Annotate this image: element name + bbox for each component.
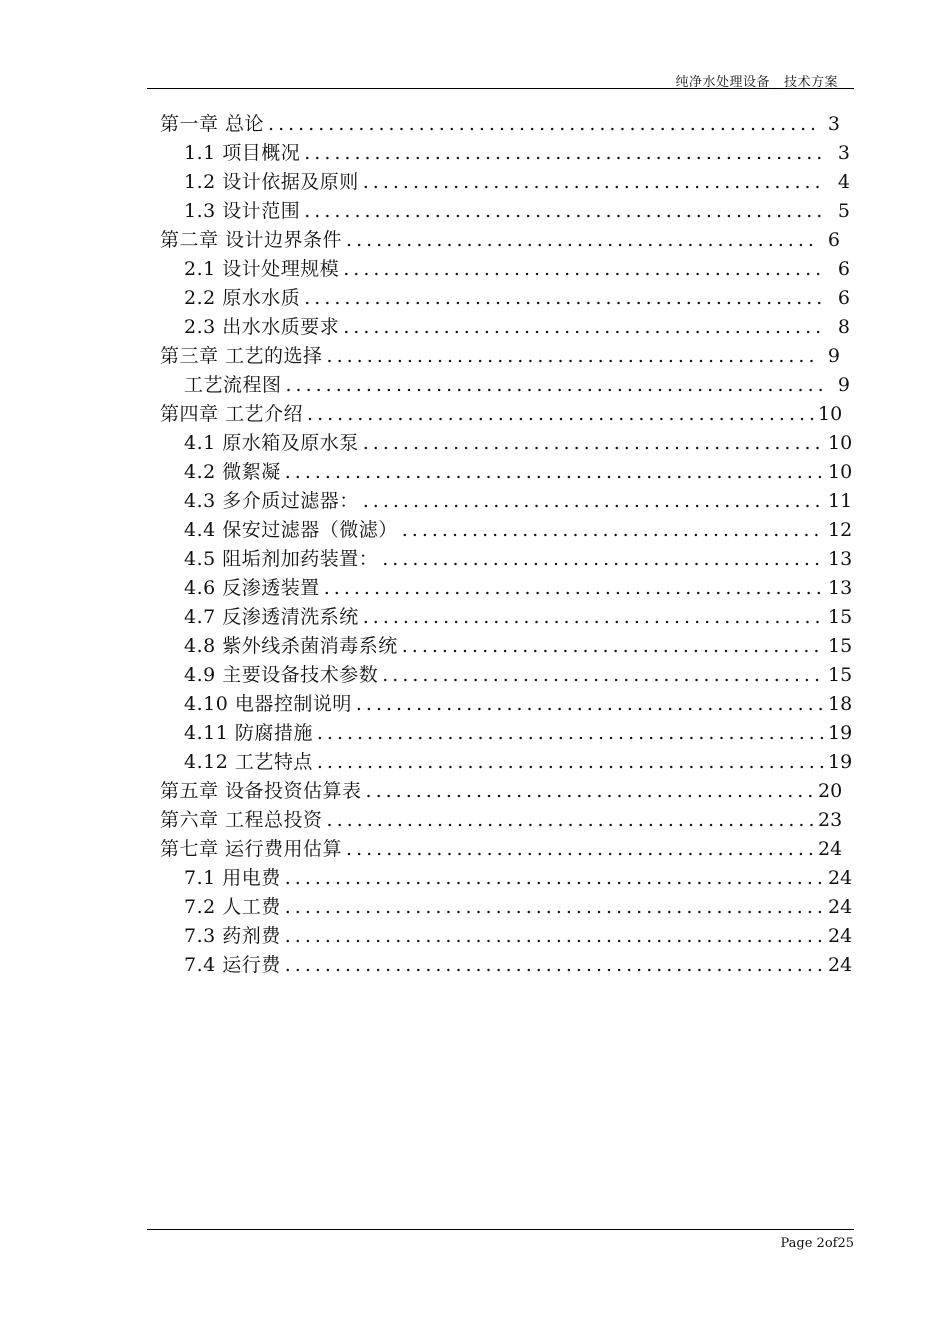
toc-entry-title: 4.6 反渗透装置 bbox=[184, 577, 320, 599]
toc-chapter-entry[interactable] bbox=[160, 777, 850, 806]
toc-entry-title: 1.3 设计范围 bbox=[184, 200, 301, 222]
toc-dot-leader bbox=[285, 893, 824, 922]
toc-entry-title: 7.4 运行费 bbox=[184, 954, 281, 976]
toc-entry-page: 19 bbox=[828, 751, 853, 773]
toc-entry-page: 24 bbox=[818, 838, 843, 860]
toc-section-entry[interactable] bbox=[160, 864, 853, 893]
toc-dot-leader bbox=[363, 487, 824, 516]
toc-dot-leader bbox=[304, 197, 824, 226]
toc-entry-page: 20 bbox=[818, 780, 843, 802]
toc-entry-page: 10 bbox=[828, 432, 853, 454]
toc-entry-title: 4.3 多介质过滤器： bbox=[184, 490, 359, 512]
page-number: Page 2of25 bbox=[780, 1236, 854, 1251]
toc-entry-page: 5 bbox=[837, 200, 850, 222]
toc-section-entry[interactable] bbox=[160, 690, 853, 719]
toc-section-entry[interactable] bbox=[160, 719, 853, 748]
toc-section-entry[interactable] bbox=[160, 603, 853, 632]
toc-entry-title: 4.8 紫外线杀菌消毒系统 bbox=[184, 635, 398, 657]
toc-entry-title: 4.7 反渗透清洗系统 bbox=[184, 606, 359, 628]
toc-section-entry[interactable] bbox=[160, 487, 853, 516]
toc-entry-page: 15 bbox=[828, 664, 853, 686]
toc-entry-page: 24 bbox=[828, 896, 853, 918]
toc-dot-leader bbox=[317, 719, 824, 748]
toc-section-entry[interactable] bbox=[160, 574, 853, 603]
toc-entry-title: 4.11 防腐措施 bbox=[184, 722, 313, 744]
toc-entry-title: 第一章 总论 bbox=[160, 113, 265, 135]
toc-chapter-entry[interactable] bbox=[160, 806, 850, 835]
toc-entry-title: 第七章 运行费用估算 bbox=[160, 838, 343, 860]
toc-entry-title: 4.2 微絮凝 bbox=[184, 461, 281, 483]
toc-entry-page: 9 bbox=[837, 374, 850, 396]
toc-dot-leader bbox=[382, 545, 824, 574]
toc-entry-page: 13 bbox=[828, 577, 853, 599]
toc-entry-page: 12 bbox=[828, 519, 853, 541]
toc-entry-page: 6 bbox=[827, 229, 840, 251]
toc-entry-title: 第六章 工程总投资 bbox=[160, 809, 323, 831]
toc-entry-page: 19 bbox=[828, 722, 853, 744]
toc-entry-title: 第四章 工艺介绍 bbox=[160, 403, 304, 425]
toc-entry-page: 23 bbox=[818, 809, 843, 831]
toc-section-entry[interactable] bbox=[160, 893, 853, 922]
toc-section-entry[interactable] bbox=[160, 168, 850, 197]
toc-chapter-entry[interactable] bbox=[160, 226, 850, 255]
toc-section-entry[interactable] bbox=[160, 197, 850, 226]
toc-entry-title: 1.2 设计依据及原则 bbox=[184, 171, 359, 193]
toc-dot-leader bbox=[285, 864, 824, 893]
toc-dot-leader bbox=[327, 806, 814, 835]
toc-section-entry[interactable] bbox=[160, 632, 853, 661]
toc-entry-page: 8 bbox=[837, 316, 850, 338]
toc-chapter-entry[interactable] bbox=[160, 835, 850, 864]
toc-section-entry[interactable] bbox=[160, 139, 850, 168]
toc-entry-page: 11 bbox=[828, 490, 853, 512]
toc-dot-leader bbox=[317, 748, 824, 777]
toc-entry-title: 4.10 电器控制说明 bbox=[184, 693, 352, 715]
toc-entry-title: 2.2 原水水质 bbox=[184, 287, 301, 309]
header-title: 纯净水处理设备__技术方案 bbox=[675, 75, 838, 90]
toc-entry-title: 第二章 设计边界条件 bbox=[160, 229, 343, 251]
toc-section-entry[interactable] bbox=[160, 429, 853, 458]
toc-dot-leader bbox=[343, 255, 824, 284]
toc-dot-leader bbox=[324, 574, 824, 603]
toc-entry-page: 10 bbox=[828, 461, 853, 483]
toc-dot-leader bbox=[363, 168, 824, 197]
toc-entry-page: 18 bbox=[828, 693, 853, 715]
toc-dot-leader bbox=[363, 429, 824, 458]
toc-entry-title: 7.1 用电费 bbox=[184, 867, 281, 889]
toc-entry-page: 9 bbox=[827, 345, 840, 367]
toc-entry-title: 7.3 药剂费 bbox=[184, 925, 281, 947]
toc-dot-leader bbox=[366, 777, 814, 806]
toc-section-entry[interactable] bbox=[160, 545, 853, 574]
toc-dot-leader bbox=[307, 400, 814, 429]
toc-entry-title: 第三章 工艺的选择 bbox=[160, 345, 323, 367]
toc-dot-leader bbox=[327, 342, 814, 371]
toc-section-entry[interactable] bbox=[160, 255, 850, 284]
toc-entry-title: 2.3 出水水质要求 bbox=[184, 316, 340, 338]
toc-dot-leader bbox=[346, 226, 814, 255]
toc-dot-leader bbox=[343, 313, 824, 342]
toc-section-entry[interactable] bbox=[160, 748, 853, 777]
toc-section-entry[interactable] bbox=[160, 313, 850, 342]
toc-dot-leader bbox=[285, 951, 824, 980]
toc-entry-page: 24 bbox=[828, 954, 853, 976]
toc-dot-leader bbox=[402, 516, 824, 545]
toc-dot-leader bbox=[382, 661, 824, 690]
toc-entry-title: 4.12 工艺特点 bbox=[184, 751, 313, 773]
toc-entry-title: 4.4 保安过滤器（微滤） bbox=[184, 519, 398, 541]
toc-entry-page: 24 bbox=[828, 867, 853, 889]
toc-chapter-entry[interactable] bbox=[160, 110, 850, 139]
toc-entry-title: 第五章 设备投资估算表 bbox=[160, 780, 362, 802]
footer-divider bbox=[147, 1229, 854, 1230]
toc-chapter-entry[interactable] bbox=[160, 400, 850, 429]
toc-section-entry[interactable] bbox=[160, 951, 853, 980]
toc-dot-leader bbox=[356, 690, 824, 719]
toc-entry-page: 15 bbox=[828, 635, 853, 657]
toc-dot-leader bbox=[286, 371, 824, 400]
toc-entry-title: 2.1 设计处理规模 bbox=[184, 258, 340, 280]
toc-entry-title: 4.9 主要设备技术参数 bbox=[184, 664, 379, 686]
toc-entry-page: 3 bbox=[827, 113, 840, 135]
table-of-contents bbox=[160, 110, 853, 980]
toc-entry-title: 工艺流程图 bbox=[184, 374, 282, 396]
toc-dot-leader bbox=[285, 458, 824, 487]
toc-entry-page: 24 bbox=[828, 925, 853, 947]
header-divider bbox=[147, 88, 854, 89]
toc-dot-leader bbox=[346, 835, 814, 864]
toc-entry-title: 7.2 人工费 bbox=[184, 896, 281, 918]
toc-entry-page: 13 bbox=[828, 548, 853, 570]
toc-section-entry[interactable] bbox=[160, 371, 850, 400]
toc-entry-page: 4 bbox=[837, 171, 850, 193]
toc-section-entry[interactable] bbox=[160, 284, 850, 313]
toc-dot-leader bbox=[363, 603, 824, 632]
toc-dot-leader bbox=[285, 922, 824, 951]
toc-dot-leader bbox=[304, 139, 824, 168]
toc-entry-title: 1.1 项目概况 bbox=[184, 142, 301, 164]
toc-entry-page: 15 bbox=[828, 606, 853, 628]
toc-entry-page: 6 bbox=[837, 258, 850, 280]
toc-section-entry[interactable] bbox=[160, 458, 853, 487]
toc-entry-page: 6 bbox=[837, 287, 850, 309]
toc-entry-page: 3 bbox=[837, 142, 850, 164]
toc-dot-leader bbox=[402, 632, 824, 661]
toc-section-entry[interactable] bbox=[160, 922, 853, 951]
toc-section-entry[interactable] bbox=[160, 516, 853, 545]
toc-section-entry[interactable] bbox=[160, 661, 853, 690]
toc-dot-leader bbox=[304, 284, 824, 313]
toc-entry-page: 10 bbox=[818, 403, 843, 425]
toc-entry-title: 4.1 原水箱及原水泵 bbox=[184, 432, 359, 454]
toc-chapter-entry[interactable] bbox=[160, 342, 850, 371]
toc-entry-title: 4.5 阻垢剂加药装置： bbox=[184, 548, 379, 570]
toc-dot-leader bbox=[268, 110, 814, 139]
